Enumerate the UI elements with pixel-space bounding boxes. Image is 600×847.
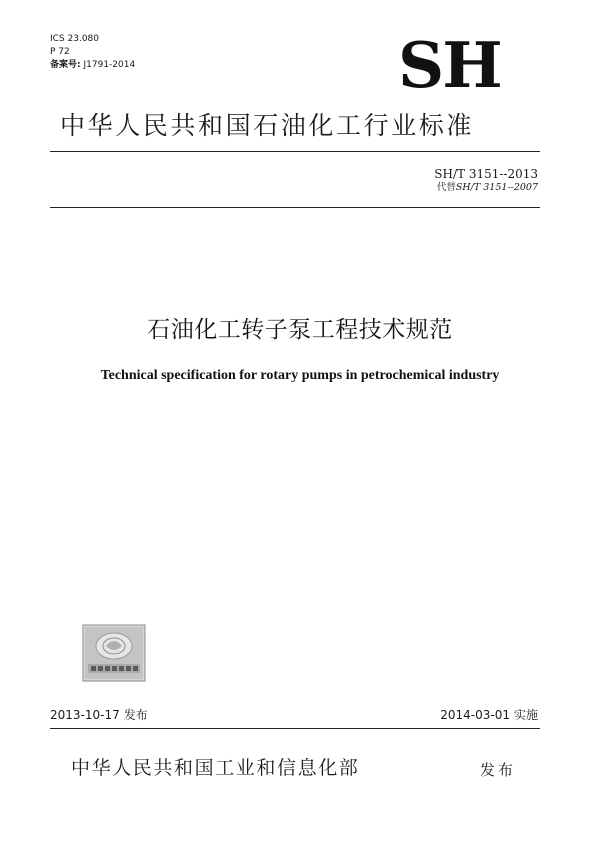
- issue-date-label: 发布: [123, 708, 148, 722]
- record-number-label: 备案号:: [50, 60, 81, 70]
- standard-number: SH/T 3151--2013: [434, 167, 538, 181]
- issue-date-value: 2013-10-17: [50, 708, 120, 722]
- effective-date-value: 2014-03-01: [440, 708, 510, 722]
- issuing-authority: 中华人民共和国工业和信息化部: [71, 757, 360, 779]
- category-code: P 72: [50, 47, 70, 57]
- record-number: [50, 60, 135, 71]
- effective-date: [440, 708, 538, 722]
- effective-date-label: 实施: [513, 708, 538, 722]
- header-rule: [50, 151, 540, 152]
- seal-graphic: [82, 624, 146, 682]
- replaces-code: SH/T 3151--2007: [455, 182, 538, 193]
- replaces-standard: [437, 182, 538, 194]
- record-number-value: J1791-2014: [83, 60, 136, 70]
- document-title-en: Technical specification for rotary pumps in petrochemical industry: [100, 368, 500, 383]
- publisher-seal: [82, 624, 146, 682]
- sh-logo: SH: [398, 29, 501, 103]
- document-title-cn: 石油化工转子泵工程技术规范: [147, 317, 453, 343]
- standard-category-title: 中华人民共和国石油化工行业标准: [60, 111, 475, 140]
- footer-rule: [50, 728, 540, 729]
- ics-code: ICS 23.080: [50, 34, 100, 44]
- number-rule: [50, 207, 540, 208]
- replaces-prefix: 代替: [436, 182, 456, 193]
- issue-date: [50, 708, 148, 722]
- issuing-authority-suffix: 发布: [480, 761, 517, 779]
